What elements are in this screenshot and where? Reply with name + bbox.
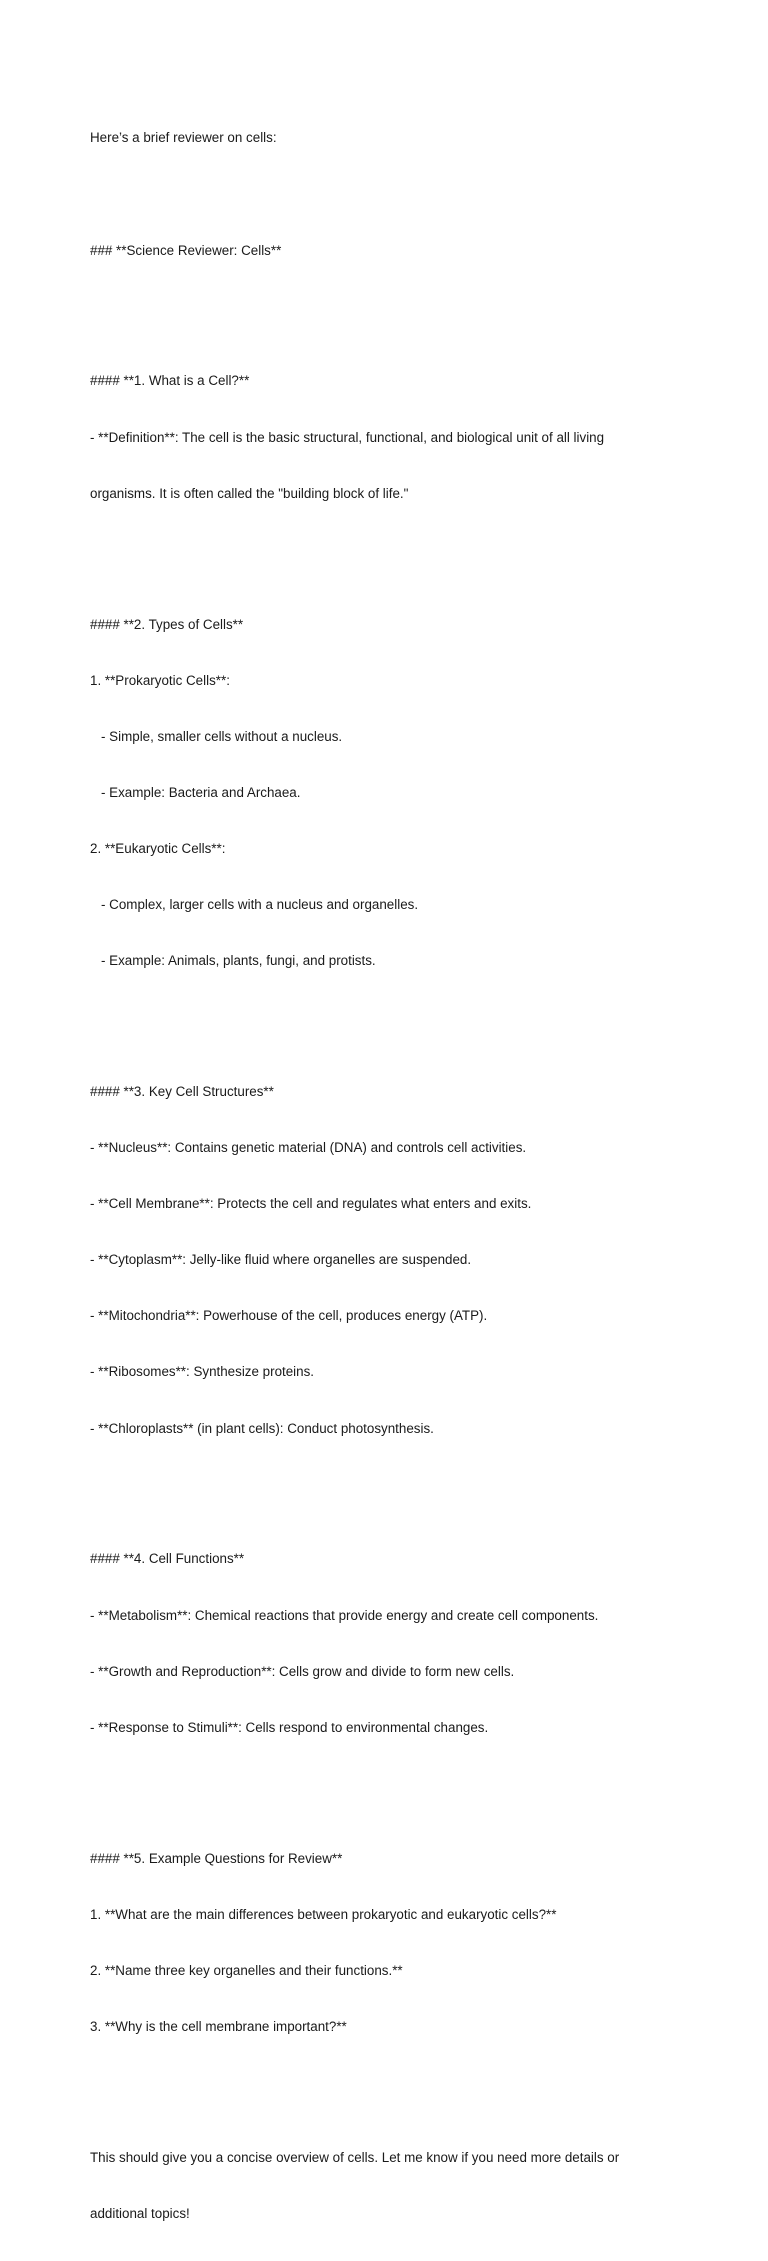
document-title: ### **Science Reviewer: Cells** — [90, 242, 282, 258]
section-4-line: - **Growth and Reproduction**: Cells grow and divide to form new cells. — [90, 1663, 515, 1679]
closing-line: This should give you a concise overview of cells. Let me know if you need more details or — [90, 2149, 620, 2165]
document-body — [90, 92, 650, 2261]
section-2-subitem: - Example: Bacteria and Archaea. — [101, 784, 301, 800]
spacer — [90, 186, 650, 205]
section-5-question: 2. **Name three key organelles and their functions.** — [90, 1962, 403, 1978]
section-2-subitem: - Simple, smaller cells without a nucleus. — [101, 728, 343, 744]
section-3-line: - **Ribosomes**: Synthesize proteins. — [90, 1364, 315, 1380]
section-3-line: - **Mitochondria**: Powerhouse of the cell, produces energy (ATP). — [90, 1308, 488, 1324]
spacer — [90, 1775, 650, 1794]
section-4-heading: #### **4. Cell Functions** — [90, 1551, 245, 1567]
section-3-line: - **Cell Membrane**: Protects the cell and regulates what enters and exits. — [90, 1196, 532, 1212]
section-1-heading: #### **1. What is a Cell?** — [90, 373, 250, 389]
section-2-subitem: - Example: Animals, plants, fungi, and protists. — [101, 953, 376, 969]
spacer — [90, 298, 650, 317]
spacer — [90, 541, 650, 560]
spacer — [90, 1476, 650, 1495]
section-2-item-prokaryotic: 1. **Prokaryotic Cells**: — [90, 672, 230, 688]
spacer — [90, 1008, 650, 1027]
section-4-line: - **Response to Stimuli**: Cells respond to environmental changes. — [90, 1719, 489, 1735]
section-5-question: 1. **What are the main differences between prokaryotic and eukaryotic cells?** — [90, 1906, 557, 1922]
section-1-line: organisms. It is often called the "building block of life." — [90, 485, 409, 501]
section-5-question: 3. **Why is the cell membrane important?** — [90, 2018, 347, 2034]
section-1-line: - **Definition**: The cell is the basic structural, functional, and biological unit of all living — [90, 429, 605, 445]
section-2-subitem: - Complex, larger cells with a nucleus and organelles. — [101, 897, 419, 913]
section-4-line: - **Metabolism**: Chemical reactions that provide energy and create cell components. — [90, 1607, 599, 1623]
section-2-heading: #### **2. Types of Cells** — [90, 616, 244, 632]
section-5-heading: #### **5. Example Questions for Review** — [90, 1850, 343, 1866]
section-3-line: - **Cytoplasm**: Jelly-like fluid where organelles are suspended. — [90, 1252, 472, 1268]
section-3-line: - **Nucleus**: Contains genetic material (DNA) and controls cell activities. — [90, 1140, 527, 1156]
spacer — [90, 2074, 650, 2093]
section-3-heading: #### **3. Key Cell Structures** — [90, 1084, 274, 1100]
intro-text: Here’s a brief reviewer on cells: — [90, 130, 277, 146]
section-2-item-eukaryotic: 2. **Eukaryotic Cells**: — [90, 840, 226, 856]
closing-line: additional topics! — [90, 2205, 190, 2221]
section-3-line: - **Chloroplasts** (in plant cells): Conduct photosynthesis. — [90, 1420, 434, 1436]
